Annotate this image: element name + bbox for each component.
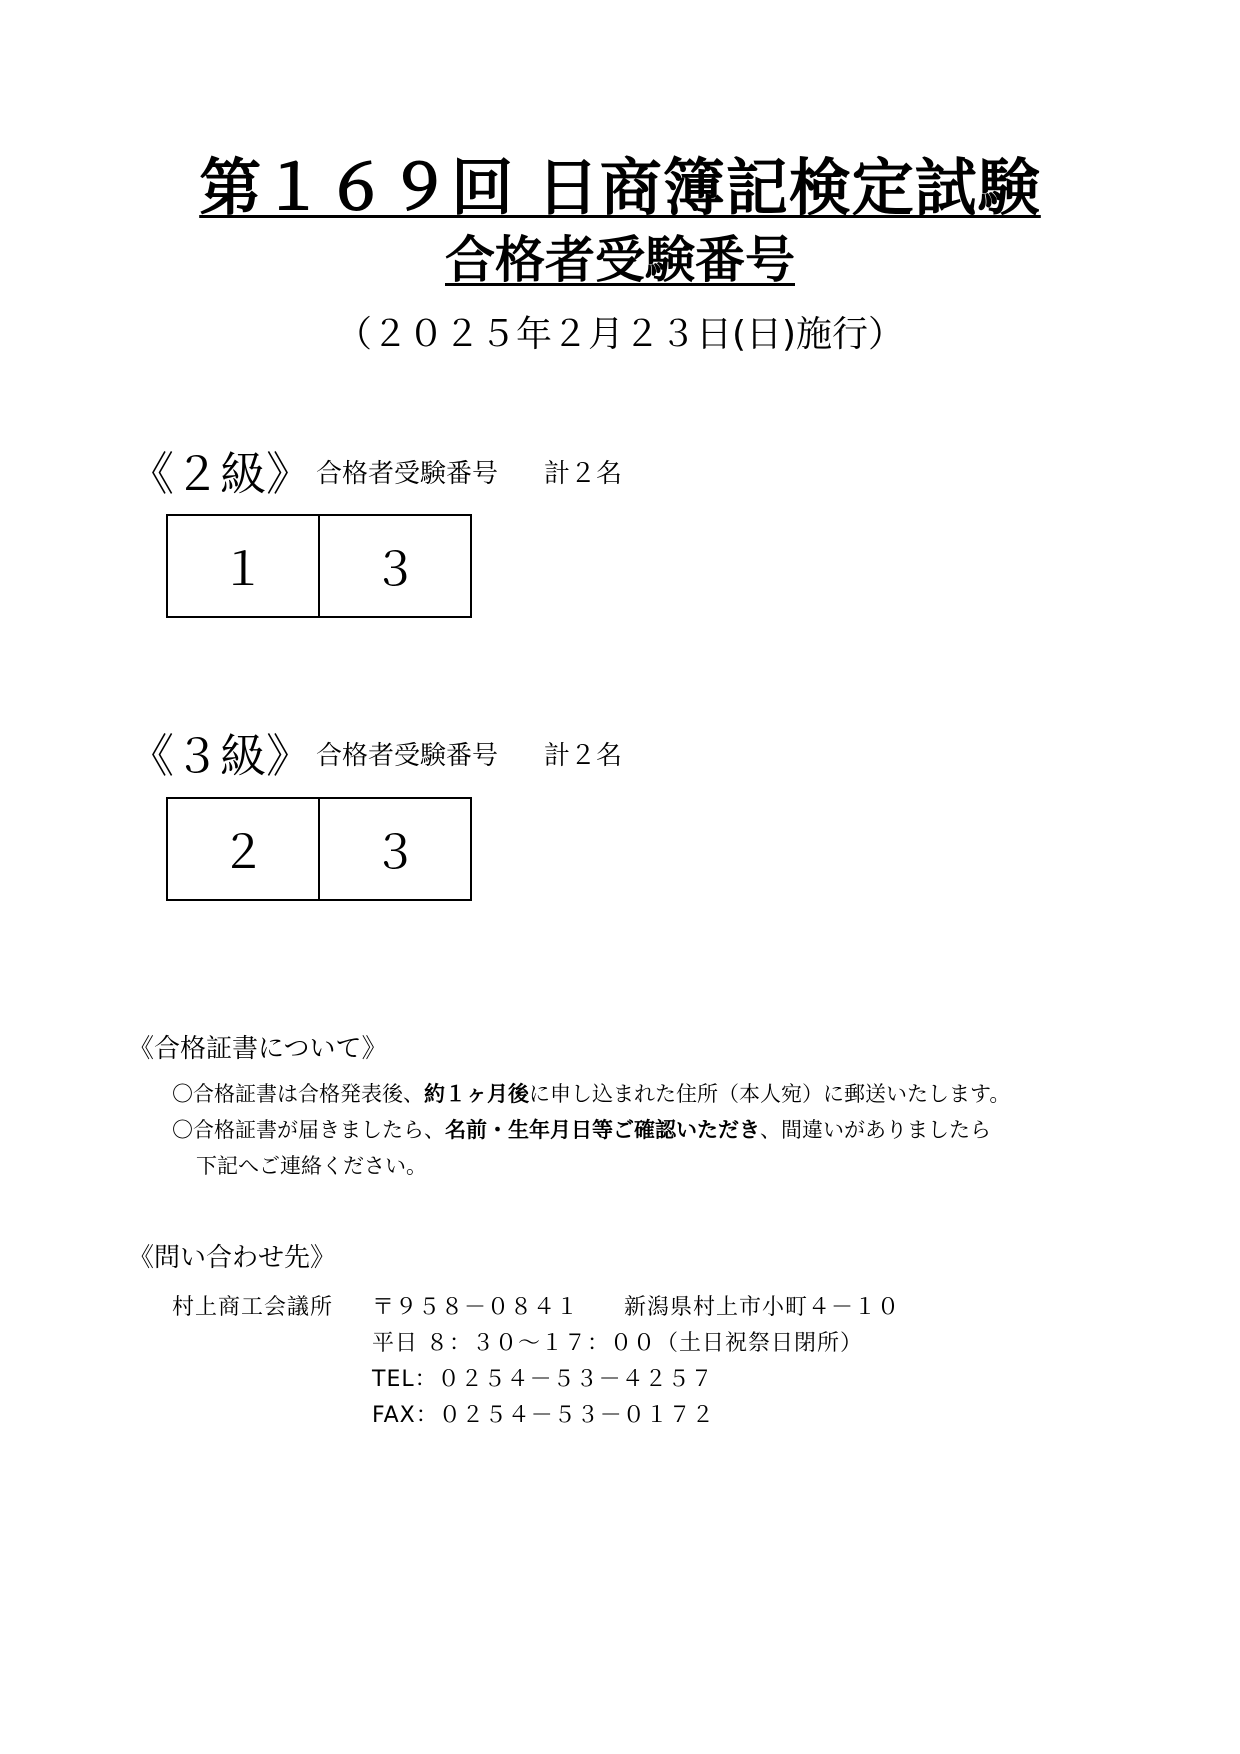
grade-2-label: 《２級》 bbox=[128, 447, 312, 501]
certificate-section-title: 《合格証書について》 bbox=[128, 1034, 388, 1064]
grade-3-label: 《３級》 bbox=[128, 729, 312, 783]
grade-2-heading bbox=[128, 438, 622, 504]
contact-address: 新潟県村上市小町４－１０ bbox=[624, 1295, 901, 1320]
note-text: 〇合格証書が届きましたら、 bbox=[172, 1118, 445, 1142]
grade-3-total: 計２名 bbox=[544, 740, 623, 771]
grade-2-number-table bbox=[166, 514, 472, 618]
table-row bbox=[167, 515, 471, 617]
contact-postal: 〒９５８－０８４１ bbox=[372, 1295, 580, 1320]
exam-date: （２０２５年２月２３日(日)施行） bbox=[335, 314, 905, 355]
page-title: 第１６９回 日商簿記検定試験 bbox=[199, 151, 1041, 224]
contact-section-title: 《問い合わせ先》 bbox=[128, 1243, 337, 1273]
grade-2-number: ３ bbox=[319, 515, 471, 617]
grade-2-total: 計２名 bbox=[544, 458, 623, 489]
grade-3-number-table bbox=[166, 797, 472, 901]
grade-3-number: ３ bbox=[319, 798, 471, 900]
note-text: 〇合格証書は合格発表後、 bbox=[172, 1082, 424, 1106]
certificate-note-2 bbox=[172, 1114, 991, 1144]
note-text: に申し込まれた住所（本人宛）に郵送いたします。 bbox=[529, 1082, 1011, 1106]
grade-2-number: １ bbox=[167, 515, 319, 617]
contact-tel: TEL：０２５４－５３－４２５７ bbox=[372, 1367, 714, 1392]
grade-3-description: 合格者受験番号 bbox=[316, 740, 499, 771]
contact-fax: FAX：０２５４－５３－０１７２ bbox=[372, 1403, 715, 1428]
certificate-note-2-continued: 下記へご連絡ください。 bbox=[196, 1154, 427, 1178]
grade-2-description: 合格者受験番号 bbox=[316, 458, 499, 489]
grade-3-number: ２ bbox=[167, 798, 319, 900]
note-emphasis: 約１ヶ月後 bbox=[424, 1082, 529, 1106]
contact-hours: 平日 ８：３０～１７：００（土日祝祭日閉所） bbox=[372, 1331, 863, 1356]
contact-org: 村上商工会議所 bbox=[172, 1295, 334, 1320]
certificate-note-1 bbox=[172, 1078, 1010, 1108]
grade-3-heading bbox=[128, 720, 622, 786]
page-subtitle: 合格者受験番号 bbox=[445, 231, 795, 289]
table-row bbox=[167, 798, 471, 900]
note-text: 、間違いがありましたら bbox=[760, 1118, 991, 1142]
note-emphasis: 名前・生年月日等ご確認いただき bbox=[445, 1118, 760, 1142]
